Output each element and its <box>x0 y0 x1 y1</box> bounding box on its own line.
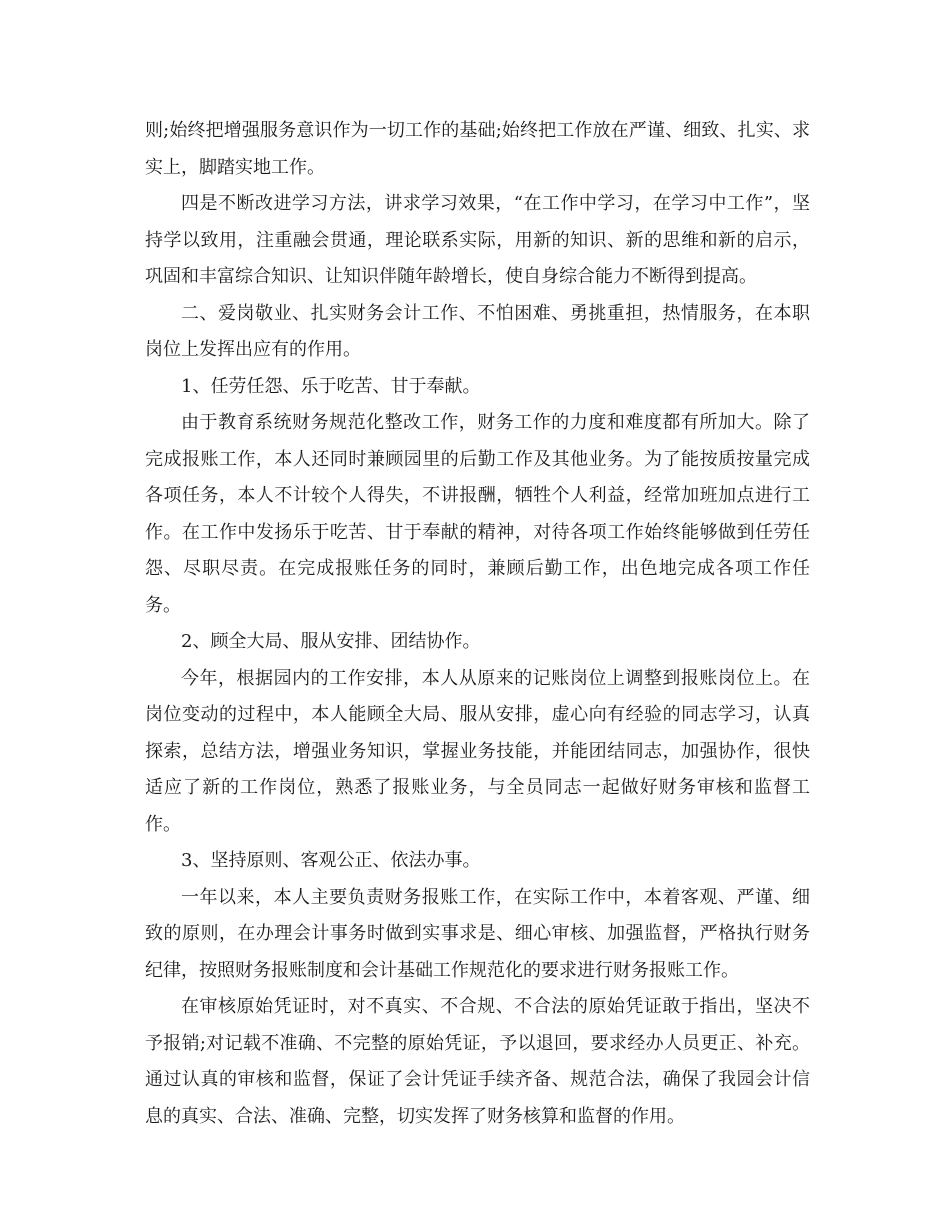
paragraph-2: 四是不断改进学习方法，讲求学习效果，“在工作中学习，在学习中工作”，坚持学以致用，注重融会贯通，理论联系实际，用新的知识、新的思维和新的启示，巩固和丰富综合知识、让知识伴随年龄增长，使自身综合能力不断得到提高。 <box>145 193 810 287</box>
paragraph-8: 3、坚持原则、客观公正、依法办事。 <box>181 850 481 871</box>
paragraph-6: 2、顾全大局、服从安排、团结协作。 <box>181 631 481 652</box>
paragraph-4: 1、任劳任怨、乐于吃苦、甘于奉献。 <box>181 375 481 397</box>
paragraph-1: 则;始终把增强服务意识作为一切工作的基础;始终把工作放在严谨、细致、扎实、求实上，脚踏实地工作。 <box>145 120 810 178</box>
document-body <box>145 113 810 1135</box>
paragraph-3: 二、爱岗敬业、扎实财务会计工作、不怕困难、勇挑重担，热情服务，在本职岗位上发挥出应有的作用。 <box>145 302 810 360</box>
paragraph-5: 由于教育系统财务规范化整改工作，财务工作的力度和难度都有所加大。除了完成报账工作，本人还同时兼顾园里的后勤工作及其他业务。为了能按质按量完成各项任务，本人不计较个人得失，不讲报酬，牺牲个人利益，经常加班加点进行工作。在工作中发扬乐于吃苦、甘于奉献的精神，对待各项工作始终能够做到任劳任怨、尽职尽责。在完成报账任务的同时，兼顾后勤工作，出色地完成各项工作任务。 <box>145 412 810 616</box>
paragraph-7: 今年，根据园内的工作安排，本人从原来的记账岗位上调整到报账岗位上。在岗位变动的过程中，本人能顾全大局、服从安排，虚心向有经验的同志学习，认真探索，总结方法，增强业务知识，掌握业务技能，并能团结同志，加强协作，很快适应了新的工作岗位，熟悉了报账业务，与全员同志一起做好财务审核和监督工作。 <box>145 667 810 835</box>
paragraph-9: 一年以来，本人主要负责财务报账工作，在实际工作中，本着客观、严谨、细致的原则，在办理会计事务时做到实事求是、细心审核、加强监督，严格执行财务纪律，按照财务报账制度和会计基础工作规范化的要求进行财务报账工作。 <box>145 886 810 981</box>
paragraph-10: 在审核原始凭证时，对不真实、不合规、不合法的原始凭证敢于指出，坚决不予报销;对记载不准确、不完整的原始凭证，予以退回，要求经办人员更正、补充。通过认真的审核和监督，保证了会计凭证手续齐备、规范合法，确保了我园会计信息的真实、合法、准确、完整，切实发挥了财务核算和监督的作用。 <box>145 996 810 1127</box>
